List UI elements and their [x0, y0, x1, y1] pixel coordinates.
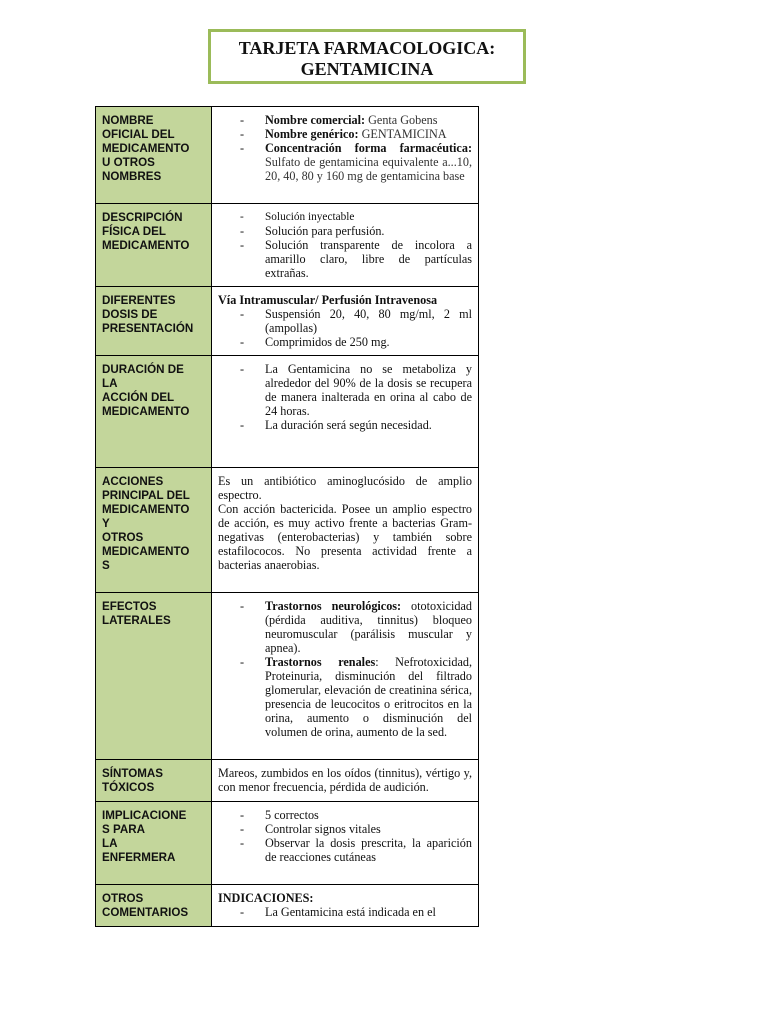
- row-otros: [96, 885, 479, 927]
- row-label: IMPLICACIONE S PARA LA ENFERMERA: [96, 802, 212, 885]
- list-item: - Solución para perfusión.: [218, 224, 472, 238]
- list-item: - Observar la dosis prescrita, la aparición de reacciones cutáneas: [218, 836, 472, 864]
- row-label: DIFERENTES DOSIS DE PRESENTACIÓN: [96, 287, 212, 356]
- row-heading: INDICACIONES:: [218, 891, 314, 905]
- row-label: DESCRIPCIÓN FÍSICA DEL MEDICAMENTO: [96, 204, 212, 287]
- list-item: - La duración será según necesidad.: [218, 418, 472, 432]
- title-box: [208, 29, 526, 84]
- list-item: - 5 correctos: [218, 808, 472, 822]
- pharmacology-card-table: [95, 106, 479, 927]
- row-implicaciones: [96, 802, 479, 885]
- row-value: [212, 593, 479, 760]
- list-item: - Solución inyectable: [218, 210, 472, 224]
- list-item: - Controlar signos vitales: [218, 822, 472, 836]
- title-line-2: GENTAMICINA: [300, 59, 434, 79]
- row-value: [212, 107, 479, 204]
- list-item: - La Gentamicina está indicada en el: [218, 905, 472, 919]
- row-label: SÍNTOMAS TÓXICOS: [96, 760, 212, 802]
- list-item: - La Gentamicina no se metaboliza y alrededor del 90% de la dosis se recupera de manera inalterada en orina al cabo de 24 horas.: [218, 362, 472, 418]
- row-label: NOMBRE OFICIAL DEL MEDICAMENTO U OTROS NOMBRES: [96, 107, 212, 204]
- paragraph: Con acción bactericida. Posee un amplio espectro de acción, es muy activo frente a bacterias Gram-negativas (enterobacterias) y también sobre estafilococos. No presenta actividad frente a bacterias anaerobias.: [218, 502, 472, 572]
- list-item: - Trastornos renales: Nefrotoxicidad, Proteinuria, disminución del filtrado glomerular, elevación de creatinina sérica, presencia de leucocitos o eritrocitos en la orina, aumento o disminución del volumen de orina, aumento de la sed.: [218, 655, 472, 739]
- row-value: [212, 885, 479, 927]
- paragraph: Es un antibiótico aminoglucósido de amplio espectro.: [218, 474, 472, 502]
- row-sintomas: [96, 760, 479, 802]
- paragraph: Mareos, zumbidos en los oídos (tinnitus), vértigo y, con menor frecuencia, pérdida de audición.: [218, 766, 472, 794]
- row-efectos: [96, 593, 479, 760]
- list-item: - Comprimidos de 250 mg.: [218, 335, 472, 349]
- row-heading: Vía Intramuscular/ Perfusión Intravenosa: [218, 293, 438, 307]
- row-nombre: [96, 107, 479, 204]
- row-label: DURACIÓN DE LA ACCIÓN DEL MEDICAMENTO: [96, 356, 212, 468]
- row-value: [212, 287, 479, 356]
- row-acciones: [96, 468, 479, 593]
- row-label: ACCIONES PRINCIPAL DEL MEDICAMENTO Y OTROS MEDICAMENTO S: [96, 468, 212, 593]
- row-label: OTROS COMENTARIOS: [96, 885, 212, 927]
- list-item: - Concentración forma farmacéutica: Sulfato de gentamicina equivalente a...10, 20, 40, 80 y 160 mg de gentamicina base: [218, 141, 472, 183]
- list-item: - Nombre comercial: Genta Gobens: [218, 113, 472, 127]
- list-item: - Nombre genérico: GENTAMICINA: [218, 127, 472, 141]
- row-dosis: [96, 287, 479, 356]
- row-value: [212, 760, 479, 802]
- row-value: [212, 802, 479, 885]
- row-label: EFECTOS LATERALES: [96, 593, 212, 760]
- list-item: - Trastornos neurológicos: ototoxicidad (pérdida auditiva, tinnitus) bloqueo neuromuscular (parálisis muscular y apnea).: [218, 599, 472, 655]
- title-line-1: TARJETA FARMACOLOGICA:: [238, 38, 496, 58]
- row-duracion: [96, 356, 479, 468]
- list-item: - Solución transparente de incolora a amarillo claro, libre de partículas extrañas.: [218, 238, 472, 280]
- row-value: [212, 468, 479, 593]
- list-item: - Suspensión 20, 40, 80 mg/ml, 2 ml (ampollas): [218, 307, 472, 335]
- row-descripcion: [96, 204, 479, 287]
- row-value: [212, 204, 479, 287]
- row-value: [212, 356, 479, 468]
